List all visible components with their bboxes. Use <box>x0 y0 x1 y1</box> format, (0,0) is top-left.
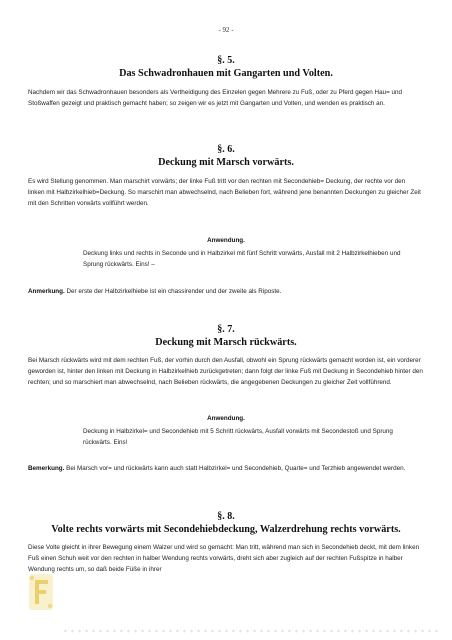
section-8-paragraph: Diese Volte gleicht in ihrer Bewegung einem Walzer und wird so gemacht: Man tritt, während man sich in Secondehieb deckt, mit dem linken Fuß einen Schuh weit vor den rechten in halber Wendung rechts vorwärts, dreht sich aber zugleich auf der rechten Fußspitze in halber Wendung rechts um, so daß beide Füße in ihrer <box>28 544 420 573</box>
application-text: Deckung links und rechts in Seconde und in Halbzirkel mit fünf Schritt vorwärts, Ausfall mit 2 Halbzirkelhieben und Sprung rückwärts. Eins! – <box>83 250 401 268</box>
section-5-heading <box>0 54 452 80</box>
section-7-paragraph: Bei Marsch rückwärts wird mit dem rechten Fuß, der vorhin durch den Ausfall, obwohl ein Sprung rückwärts gemacht worden ist, ein vorderer geworden ist, hinter den linken mit Deckung in Halbzirkelhieb zurückgetreten; dann folgt der linke Fuß mit Deckung in Secondehieb hinter den rechten; und so marschiert man abwechselnd, nach Belieben rückwärts, die angegebenen Deckungen zu gleicher Zeit vollführend. <box>28 357 423 386</box>
section-title: Das Schwadronhauen mit Gangarten und Volten. <box>119 68 333 79</box>
section-5-paragraph: Nachdem wir das Schwadronhauen besonders als Vertheidigung des Einzelen gegen Mehrere zu Fuß, oder zu Pferd gegen Hau= und Stoßwaffen gezeigt und praktisch gemacht haben; so zeigen wir es jetzt mit Gangarten und Volten, und wenden es praktisch an. <box>28 89 403 107</box>
application-label: Anwendung. <box>207 415 245 422</box>
section-title: Deckung mit Marsch vorwärts. <box>158 157 294 168</box>
section-number: §. 7. <box>217 324 235 335</box>
section-title: Deckung mit Marsch rückwärts. <box>155 337 297 348</box>
section-number: §. 6. <box>217 144 235 155</box>
section-title: Volte rechts vorwärts mit Secondehiebdeckung, Walzerdrehung rechts vorwärts. <box>51 524 401 535</box>
note-text: Bei Marsch vor= und rückwärts kann auch statt Halbzirkel= und Secondehieb, Quarte= und Terzhieb angewendet werden. <box>64 465 406 472</box>
note-label: Bemerkung. <box>28 465 65 472</box>
section-number: §. 5. <box>217 55 235 66</box>
section-6-paragraph: Es wird Stellung genommen. Man marschirt vorwärts; der linke Fuß tritt vor den rechten mit Secondehieb= Deckung, der rechte vor den linken mit Halbzirkelhieb=Deckung. So marschirt man abwechselnd, nach Belieben fort, während jene benannten Deckungen zu gleicher Zeit mit den Schritten vorwärts vollführt werden. <box>28 178 421 207</box>
note-text: Der erste der Halbzirkelhiebe ist ein chassirender und der zweite als Riposte. <box>64 288 282 295</box>
page-number: - 92 - <box>218 26 234 34</box>
section-8-heading <box>0 510 452 536</box>
section-7-note <box>28 464 423 475</box>
application-label: Anwendung. <box>207 237 245 244</box>
section-number: §. 8. <box>217 511 235 522</box>
note-label: Anmerkung. <box>28 288 65 295</box>
section-6-heading <box>0 143 452 169</box>
application-text: Deckung in Halbzirkel= und Secondehieb mit 5 Schritt rückwärts, Ausfall vorwärts mit Secondestoß und Sprung rückwärts. Eins! <box>83 428 393 446</box>
section-6-note <box>28 287 423 298</box>
ornamental-initial-logo-icon <box>26 570 56 614</box>
section-7-heading <box>0 323 452 349</box>
decorative-dotted-border <box>62 628 442 634</box>
